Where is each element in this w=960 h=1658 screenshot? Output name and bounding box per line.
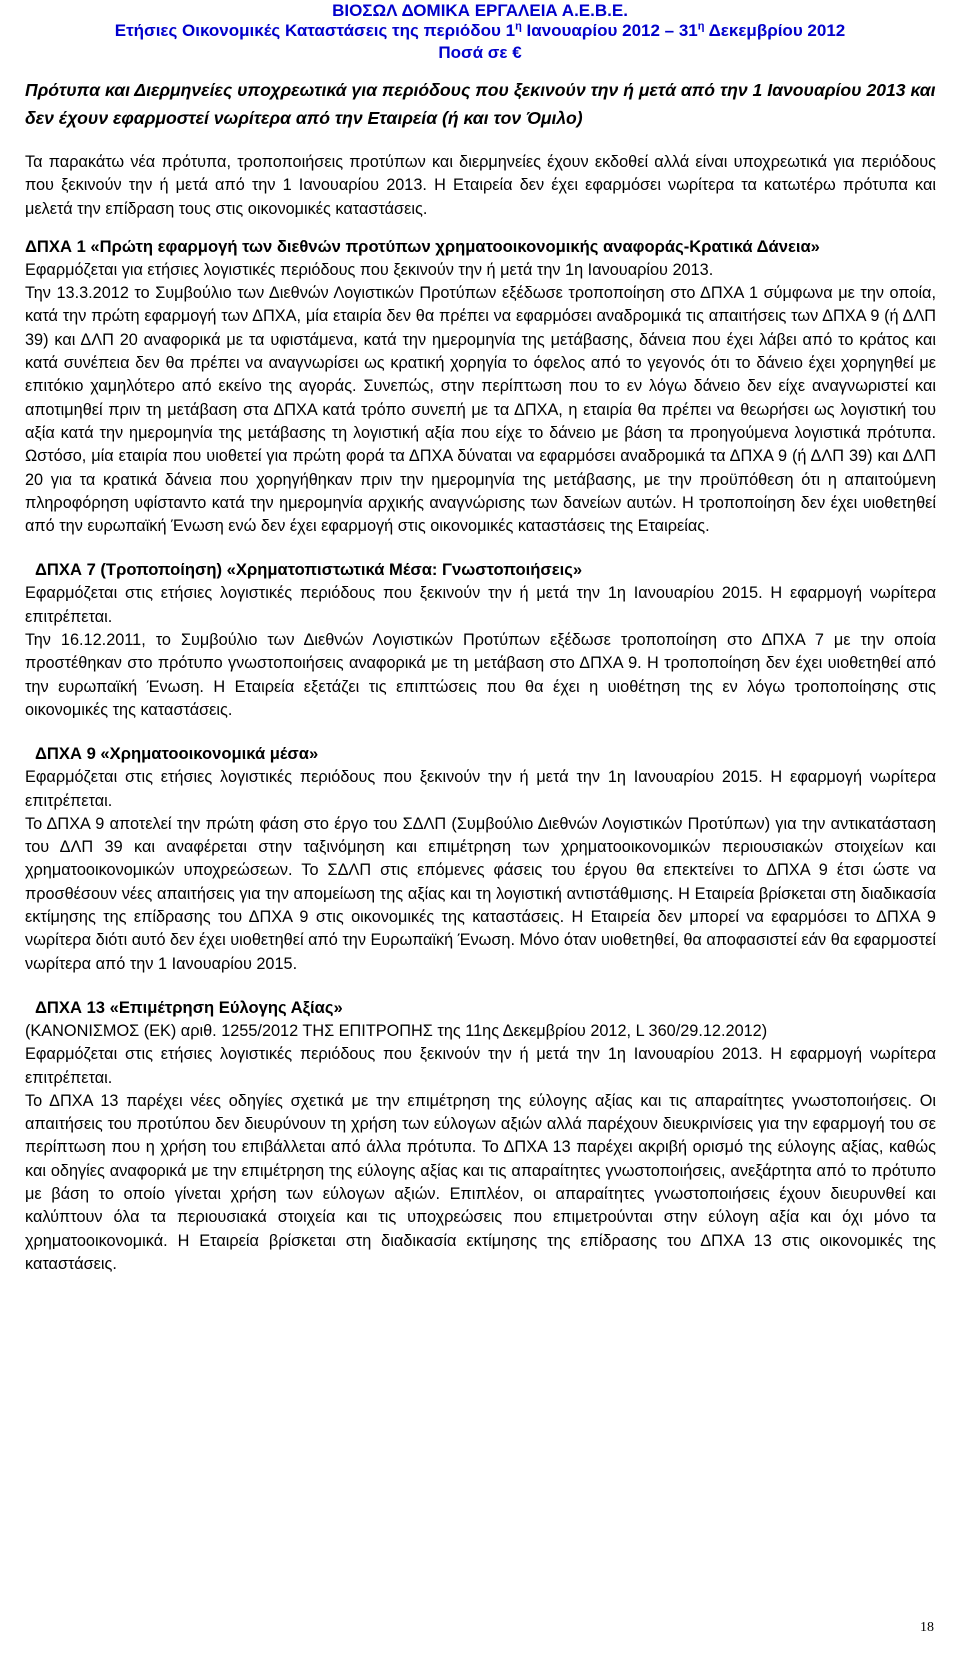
page-number: 18: [920, 1620, 934, 1635]
section-ifrs9-applies: Εφαρμόζεται στις ετήσιες λογιστικές περιόδους που ξεκινούν την ή μετά την 1η Ιανουαρίου 2015. Η εφαρμογή νωρίτερα επιτρέπεται.: [25, 768, 936, 810]
section-ifrs9-heading: ΔΠΧΑ 9 «Χρηματοοικονομικά μέσα»: [35, 744, 319, 764]
section-ifrs7-body: Την 16.12.2011, το Συμβούλιο των Διεθνών Λογιστικών Προτύπων εξέδωσε τροποποίηση στο ΔΠΧΑ 7 με την οποία προστέθηκαν στο πρότυπο γνωστοποιήσεις αναφορικά με τη μετάβαση στο ΔΠΧΑ 9. Η τροποποίηση δεν έχει υιοθετηθεί από την ευρωπαϊκή Ένωση. Η Εταιρεία εξετάζει τις επιπτώσεις που θα έχει η υιοθέτηση της εν λόγω τροποποίησης στις οικονομικές της καταστάσεις.: [25, 631, 936, 719]
statements-period: Ετήσιες Οικονομικές Καταστάσεις της περιόδου $1^\eta$ Ιανουαρίου $2012 - 31^\eta$ Δεκεμβρίου 2012: [114, 20, 846, 40]
section-ifrs7-heading: ΔΠΧΑ 7 (Τροποποίηση) «Χρηματοπιστωτικά Μέσα: Γνωστοποιήσεις»: [35, 560, 583, 580]
section-ifrs13-regulation: (ΚΑΝΟΝΙΣΜΟΣ (ΕΚ) αριθ. 1255/2012 ΤΗΣ ΕΠΙΤΡΟΠΗΣ της 11ης Δεκεμβρίου 2012, L 360/29.12.2012): [25, 1021, 768, 1040]
section-ifrs7-applies: Εφαρμόζεται στις ετήσιες λογιστικές περιόδους που ξεκινούν την ή μετά την 1η Ιανουαρίου 2015. Η εφαρμογή νωρίτερα επιτρέπεται.: [25, 584, 936, 626]
amounts-currency: Ποσά σε €: [438, 43, 522, 62]
section-ifrs13-applies: Εφαρμόζεται στις ετήσιες λογιστικές περιόδους που ξεκινούν την ή μετά την 1η Ιανουαρίου 2013. Η εφαρμογή νωρίτερα επιτρέπεται.: [25, 1045, 936, 1087]
section-ifrs1-heading: ΔΠΧΑ 1 «Πρώτη εφαρμογή των διεθνών προτύπων χρηματοοικονομικής αναφοράς-Κρατικά Δάνεια»: [25, 236, 820, 256]
main-content: [25, 76, 936, 1276]
section-ifrs1-body: Την 13.3.2012 το Συμβούλιο των Διεθνών Λογιστικών Προτύπων εξέδωσε τροποποίηση στο ΔΠΧΑ 1 σύμφωνα με την οποία, κατά την πρώτη εφαρμογή των ΔΠΧΑ, μία εταιρία δεν θα πρέπει να εφαρμόσει αναδρομικά τις απαιτήσεις των ΔΠΧΑ 9 (ή ΔΛΠ 39) και ΔΛΠ 20 αναφορικά με τα υφιστάμενα, κατά την ημερομηνία της μετάβασης, δάνεια που έχει λάβει από το κράτος και κατά συνέπεια δεν θα πρέπει να αναγνωρίσει ως κρατική χορηγία το όφελος από το γεγονός ότι το δάνειο έχει χορηγηθεί με επιτόκιο χαμηλότερο από εκείνο της αγοράς. Συνεπώς, στην περίπτωση που το εν λόγω δάνειο δεν είχε αναγνωριστεί και αποτιμηθεί πριν τη μετάβαση στα ΔΠΧΑ κατά τρόπο συνεπή με τα ΔΠΧΑ, η εταιρία θα πρέπει να θεωρήσει ως λογιστική του αξία κατά την ημερομηνία της μετάβασης τη λογιστική αξία που είχε το δάνειο με βάση τα προηγούμενα λογιστικά πρότυπα. Ωστόσο, μία εταιρία που υιοθετεί για πρώτη φορά τα ΔΠΧΑ δύναται να εφαρμόσει αναδρομικά τα ΔΠΧΑ 9 (ή ΔΛΠ 39) και ΔΛΠ 20 για τα κρατικά δάνεια που χορηγήθηκαν πριν την ημερομηνία της μετάβασης, με την προϋπόθεση ότι η απαιτούμενη πληροφόρηση υφίσταντο κατά την ημερομηνία αρχικής αναγνώρισης των δανείων αυτών. Η τροποποίηση δεν έχει υιοθετηθεί από την ευρωπαϊκή Ένωση ενώ δεν έχει εφαρμογή στις οικονομικές καταστάσεις της Εταιρείας.: [25, 284, 936, 536]
section-ifrs9-body: Το ΔΠΧΑ 9 αποτελεί την πρώτη φάση στο έργο του ΣΔΛΠ (Συμβούλιο Διεθνών Λογιστικών Προτύπων) για την αντικατάσταση του ΔΛΠ 39 και αναφέρεται στην ταξινόμηση και επιμέτρηση των χρηματοοικονομικών περιουσιακών στοιχείων και χρηματοοικονομικών υποχρεώσεων. Το ΣΔΛΠ στις επόμενες φάσεις του έργου θα επεκτείνει το ΔΠΧΑ 9 έτσι ώστε να προσθέσουν νέες απαιτήσεις για την απομείωση της αξίας και τη λογιστική αντιστάθμισης. Η Εταιρεία βρίσκεται στη διαδικασία εκτίμησης της επίδρασης του ΔΠΧΑ 9 στις οικονομικές της καταστάσεις. Η Εταιρεία δεν μπορεί να εφαρμόσει το ΔΠΧΑ 9 νωρίτερα διότι αυτό δεν έχει υιοθετηθεί από την Ευρωπαϊκή Ένωση. Μόνο όταν υιοθετηθεί, θα αποφασιστεί εάν θα εφαρμοστεί νωρίτερα από την 1 Ιανουαρίου 2015.: [25, 814, 936, 973]
section-ifrs1-applies: Εφαρμόζεται για ετήσιες λογιστικές περιόδους που ξεκινούν την ή μετά την 1η Ιανουαρίου 2013.: [25, 260, 714, 279]
section-ifrs13-body: Το ΔΠΧΑ 13 παρέχει νέες οδηγίες σχετικά με την επιμέτρηση της εύλογης αξίας και τις απαραίτητες γνωστοποιήσεις. Οι απαιτήσεις του προτύπου δεν διευρύνουν τη χρήση των εύλογων αξιών αλλά παρέχουν διευκρινίσεις για την εφαρμογή του σε περίπτωση που η χρήση του επιβάλλεται από άλλα πρότυπα. Το ΔΠΧΑ 13 παρέχει ακριβή ορισμό της εύλογης αξίας, καθώς και οδηγίες αναφορικά με την επιμέτρηση της εύλογης αξίας και τις απαραίτητες γνωστοποιήσεις, ανεξάρτητα από το πρότυπο με βάση το οποίο γίνεται χρήση των εύλογων αξιών. Επιπλέον, οι απαραίτητες γνωστοποιήσεις έχουν διευρυνθεί και καλύπτουν όλα τα περιουσιακά στοιχεία και τις υποχρεώσεις που επιμετρούνται στην εύλογη αξία και όχι μόνο τα χρηματοοικονομικά. Η Εταιρεία βρίσκεται στη διαδικασία εκτίμησης της επίδρασης του ΔΠΧΑ 13 στις οικονομικές της καταστάσεις.: [25, 1091, 936, 1273]
section-ifrs13-heading: ΔΠΧΑ 13 «Επιμέτρηση Εύλογης Αξίας»: [35, 997, 343, 1017]
intro-title: Πρότυπα και Διερμηνείες υποχρεωτικά για περιόδους που ξεκινούν την ή μετά από την 1 Ιανουαρίου 2013 και δεν έχουν εφαρμοστεί νωρίτερα από την Εταιρεία (ή και τον Όμιλο): [25, 80, 936, 128]
intro-body: Τα παρακάτω νέα πρότυπα, τροποποιήσεις προτύπων και διερμηνείες έχουν εκδοθεί αλλά είναι υποχρεωτικά για περιόδους που ξεκινούν την ή μετά από την 1 Ιανουαρίου 2013. Η Εταιρεία δεν έχει εφαρμόσει νωρίτερα τα κατωτέρω πρότυπα και μελετά την επίδραση τους στις οικονομικές καταστάσεις.: [25, 153, 936, 218]
company-name: ΒΙΟΣΩΛ ΔΟΜΙΚΑ ΕΡΓΑΛΕΙΑ Α.Ε.Β.Ε.: [332, 1, 628, 20]
